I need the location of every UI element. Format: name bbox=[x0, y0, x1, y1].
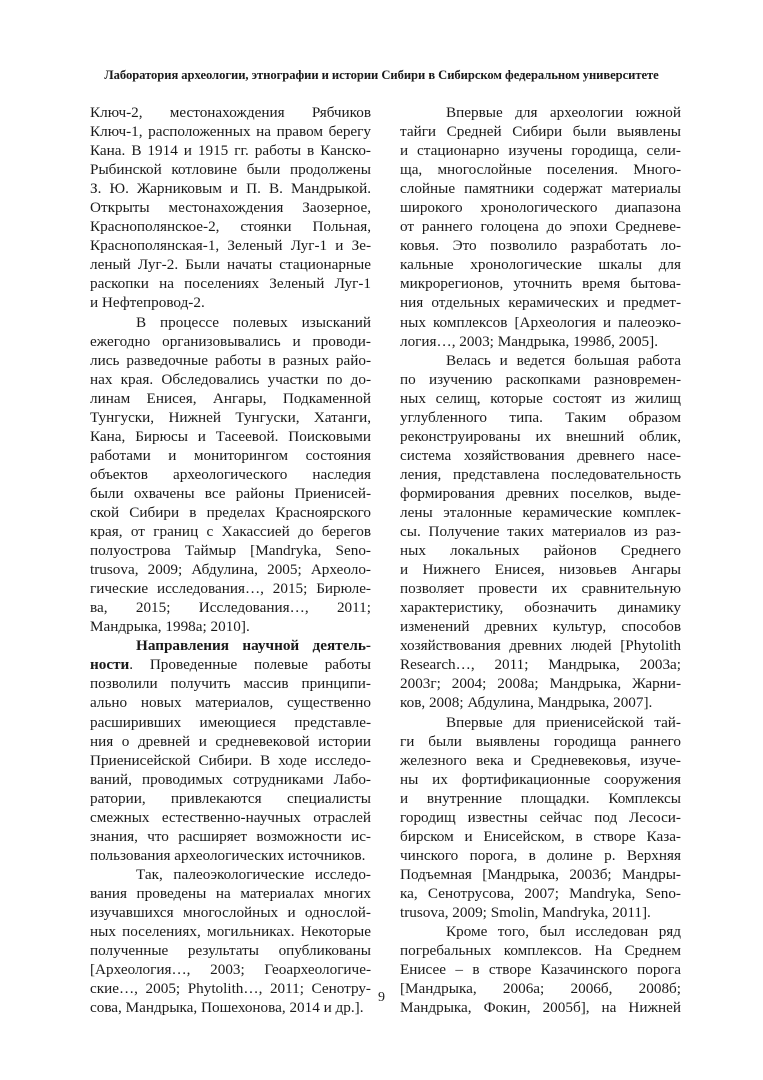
text-line: trusova, 2009; Smolin, Mandryka, 2011]. bbox=[400, 903, 651, 921]
text-line: углубленного типа. Таким образом bbox=[400, 408, 681, 426]
text-line: ных селищ, которые состоят из жилищ bbox=[400, 389, 681, 407]
text-line: Открыты местонахождения Заозерное, bbox=[90, 199, 371, 217]
text-line: Подъемная [Мандрыка, 2003б; Мандры- bbox=[400, 865, 681, 883]
text-line: сы. Получение таких материалов из раз- bbox=[400, 523, 681, 541]
text-line: изучавшихся многослойных и однослой- bbox=[90, 903, 371, 921]
text-line: формирования древних поселков, выде- bbox=[400, 484, 681, 502]
text-line: логия…, 2003; Мандрыка, 1998б, 2005]. bbox=[400, 332, 658, 350]
section-heading-line bbox=[90, 636, 371, 655]
text-line: и стационарно изучены городища, сели- bbox=[400, 142, 681, 160]
text-line: хозяйствования древних людей [Phytolith bbox=[400, 637, 681, 655]
text-line: ления, представлена последовательность bbox=[400, 465, 681, 483]
text-line: леный Луг-2. Были начаты стационарные bbox=[90, 256, 371, 274]
section-heading: Направления научной деятель- bbox=[136, 637, 371, 655]
text-line: слойные памятники содержат материалы bbox=[400, 180, 681, 198]
paragraph bbox=[400, 103, 681, 351]
text-line: знания, что расширяет возможности ис- bbox=[90, 827, 371, 845]
text-line: от раннего голоцена до эпохи Средневе- bbox=[400, 218, 681, 236]
text-line: ваний, проводимых сотрудниками Лабо- bbox=[90, 770, 371, 788]
text-line: широкого хронологического диапазона bbox=[400, 199, 681, 217]
text-line: З. Ю. Жарниковым и П. В. Мандрыкой. bbox=[90, 180, 371, 198]
text-line: были охвачены все районы Приенисей- bbox=[90, 484, 371, 502]
text-line: кальные хронологические шкалы для bbox=[400, 256, 681, 274]
text-line: чинского порога, в долине р. Верхняя bbox=[400, 846, 681, 864]
text-line: нах края. Обследовались участки по до- bbox=[90, 370, 371, 388]
text-line: пользования археологических источников. bbox=[90, 846, 366, 864]
text-line: характеристику, обозначить динамику bbox=[400, 599, 681, 617]
text-line: полуострова Таймыр [Mandryka, Seno- bbox=[90, 542, 371, 560]
text-line: Краснополянское-2, стоянки Польная, bbox=[90, 218, 371, 236]
text-line: [Археология…, 2003; Геоархеологиче- bbox=[90, 961, 371, 979]
text-line: ния о древней и средневековой истории bbox=[90, 732, 371, 750]
text-line: погребальных комплексов. На Среднем bbox=[400, 942, 681, 960]
right-column bbox=[400, 103, 681, 1017]
text-line: ги были выявлены городища раннего bbox=[400, 732, 681, 750]
text-line: железного века и Средневековья, изуче- bbox=[400, 751, 681, 769]
text-line: ской Сибири в пределах Красноярского bbox=[90, 503, 371, 521]
text-line: городищ известны сейчас под Лесоси- bbox=[400, 808, 681, 826]
text-line: позволяет провести их сравнительную bbox=[400, 580, 681, 598]
text-line: Рыбинской котловине были продолжены bbox=[90, 161, 371, 179]
text-line: Впервые для приенисейской тай- bbox=[446, 713, 681, 731]
paragraph bbox=[90, 636, 371, 865]
text-line: изменений древних культур, способов bbox=[400, 618, 681, 636]
text-line: 2003г; 2004; 2008а; Мандрыка, Жарни- bbox=[400, 675, 681, 693]
text-line: Research…, 2011; Мандрыка, 2003а; bbox=[400, 656, 681, 674]
text-line: реконструированы их внешний облик, bbox=[400, 427, 681, 445]
text-line: система хозяйствования древнего насе- bbox=[400, 446, 681, 464]
text-line: Енисее – в створе Казачинского порога bbox=[400, 961, 681, 979]
text-line: и Нижнего Енисея, низовьев Ангары bbox=[400, 561, 681, 579]
text-line: полученные результаты опубликованы bbox=[90, 942, 371, 960]
text-line: ально новых материалов, существенно bbox=[90, 694, 371, 712]
text-line: и внутренние площадки. Комплексы bbox=[400, 789, 681, 807]
text-line: ские…, 2005; Phytolith…, 2011; Сенотру- bbox=[90, 980, 371, 998]
text-line: ных комплексов [Археология и палеоэко- bbox=[400, 313, 681, 331]
text-line: В процессе полевых изысканий bbox=[136, 313, 371, 331]
text-line: Велась и ведется большая работа bbox=[446, 351, 681, 369]
text-line: ежегодно организовывались и проводи- bbox=[90, 332, 371, 350]
text-line: Мандрыка, 1998а; 2010]. bbox=[90, 618, 250, 636]
paragraph bbox=[400, 351, 681, 713]
text-line: Приенисейской Сибири. В ходе исследо- bbox=[90, 751, 371, 769]
paragraph bbox=[90, 103, 371, 313]
text-line: ратории, привлекаются специалисты bbox=[90, 789, 371, 807]
text-line: работами и мониторингом состояния bbox=[90, 446, 371, 464]
text-line: Тунгуски, Нижней Тунгуски, Хатанги, bbox=[90, 408, 371, 426]
text-line: вания проведены на материалах многих bbox=[90, 884, 371, 902]
text-line: ков, 2008; Абдулина, Мандрыка, 2007]. bbox=[400, 694, 653, 712]
text-line: ния отдельных керамических и предмет- bbox=[400, 294, 681, 312]
text-line: ности. Проведенные полевые работы bbox=[90, 656, 371, 674]
text-line: позволили получить массив принципи- bbox=[90, 675, 371, 693]
text-line: Так, палеоэкологические исследо- bbox=[136, 865, 371, 883]
text-line: Кроме того, был исследован ряд bbox=[446, 923, 681, 941]
text-line: сова, Мандрыка, Пошехонова, 2014 и др.]. bbox=[90, 999, 364, 1017]
text-line: микрорегионов, уточнить время бытова- bbox=[400, 275, 681, 293]
text-line: ковья. Это позволило разработать ло- bbox=[400, 237, 681, 255]
text-line: ных локальных районов Среднего bbox=[400, 542, 681, 560]
text-line: Впервые для археологии южной bbox=[446, 104, 681, 121]
text-line: края, от границ с Хакассией до берегов bbox=[90, 523, 371, 541]
text-line: ных поселениях, могильниках. Некоторые bbox=[90, 923, 371, 941]
text-line: Мандрыка, Фокин, 2005б], на Нижней bbox=[400, 999, 681, 1017]
text-line: Краснополянская-1, Зеленый Луг-1 и Зе- bbox=[90, 237, 371, 255]
section-heading-cont: ности bbox=[90, 656, 130, 674]
text-line: ща, многослойные поселения. Много- bbox=[400, 161, 681, 179]
running-header: Лаборатория археологии, этнографии и истории Сибири в Сибирском федеральном университете bbox=[104, 68, 659, 82]
text-line: trusova, 2009; Абдулина, 2005; Археоло- bbox=[90, 561, 371, 579]
text-line: ва, 2015; Исследования…, 2011; bbox=[90, 599, 371, 617]
text-line: Кана, Бирюсы и Тасеевой. Поисковыми bbox=[90, 427, 371, 445]
text-line: ка, Сенотрусова, 2007; Mandryka, Seno- bbox=[400, 884, 681, 902]
text-line: линам Енисея, Ангары, Подкаменной bbox=[90, 389, 371, 407]
paragraph bbox=[400, 713, 681, 923]
text-line: [Мандрыка, 2006а; 2006б, 2008б; bbox=[400, 980, 681, 998]
text-line: гические исследования…, 2015; Бирюле- bbox=[90, 580, 371, 598]
text-line: Ключ-1, расположенных на правом берегу bbox=[90, 123, 371, 141]
text-line: Кана. В 1914 и 1915 гг. работы в Канско- bbox=[90, 142, 371, 160]
page-number: 9 bbox=[378, 990, 385, 1005]
text-line: лись разведочные работы в разных райо- bbox=[90, 351, 371, 369]
text-line: лены эталонные керамические комплек- bbox=[400, 503, 681, 521]
text-line: по изучению раскопками разновремен- bbox=[400, 370, 681, 388]
paragraph bbox=[90, 313, 371, 637]
text-line: ны их фортификационные сооружения bbox=[400, 770, 681, 788]
text-line: бирском и Енисейском, в створе Каза- bbox=[400, 827, 681, 845]
text-line: расширивших имеющиеся представле- bbox=[90, 713, 371, 731]
text-line: раскопки на поселениях Зеленый Луг-1 bbox=[90, 275, 371, 293]
text-line: тайги Средней Сибири были выявлены bbox=[400, 123, 681, 141]
text-line: Ключ-2, местонахождения Рябчиков bbox=[90, 104, 371, 121]
text-line: смежных естественно-научных отраслей bbox=[90, 808, 371, 826]
text-line: объектов археологического наследия bbox=[90, 465, 371, 483]
text-line: и Нефтепровод-2. bbox=[90, 294, 205, 312]
left-column bbox=[90, 103, 371, 1017]
